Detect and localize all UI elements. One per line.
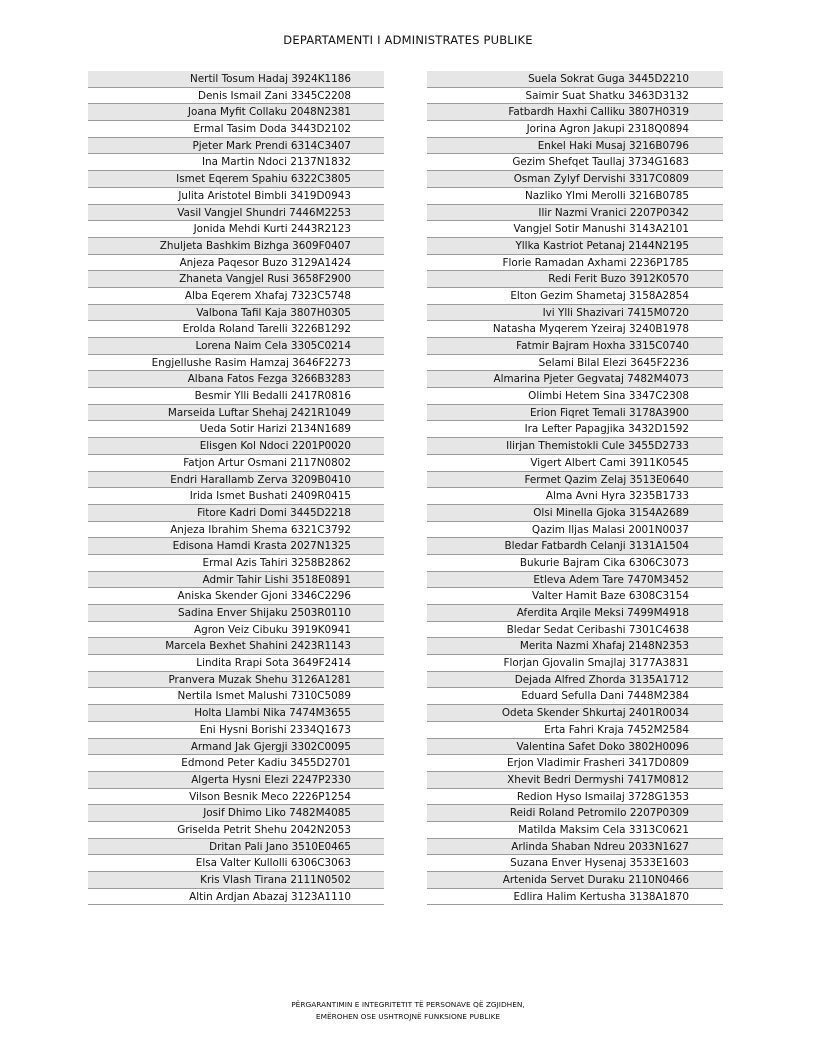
list-item: Ilir Nazmi Vranici 2207P0342	[427, 205, 723, 222]
list-item: Olimbi Hetem Sina 3347C2308	[427, 388, 723, 405]
list-item: Aniska Skender Gjoni 3346C2296	[88, 588, 384, 605]
list-item: Erolda Roland Tarelli 3226B1292	[88, 321, 384, 338]
list-item: Aferdita Arqile Meksi 7499M4918	[427, 605, 723, 622]
list-item: Eni Hysni Borishi 2334Q1673	[88, 722, 384, 739]
list-item: Florie Ramadan Axhami 2236P1785	[427, 255, 723, 272]
list-item: Florjan Gjovalin Smajlaj 3177A3831	[427, 655, 723, 672]
list-item: Jonida Mehdi Kurti 2443R2123	[88, 221, 384, 238]
footer-line-2: EMËROHEN OSE USHTROJNË FUNKSIONE PUBLIKE	[315, 1012, 501, 1021]
list-item: Bledar Fatbardh Celanji 3131A1504	[427, 538, 723, 555]
list-item: Anjeza Ibrahim Shema 6321C3792	[88, 522, 384, 539]
list-item: Nazliko Ylmi Merolli 3216B0785	[427, 188, 723, 205]
list-item: Yllka Kastriot Petanaj 2144N2195	[427, 238, 723, 255]
list-item: Qazim Iljas Malasi 2001N0037	[427, 522, 723, 539]
list-item: Natasha Myqerem Yzeiraj 3240B1978	[427, 321, 723, 338]
left-name-column	[88, 71, 384, 905]
list-item: Fatjon Artur Osmani 2117N0802	[88, 455, 384, 472]
list-item: Nertila Ismet Malushi 7310C5089	[88, 688, 384, 705]
list-item: Admir Tahir Lishi 3518E0891	[88, 572, 384, 589]
list-item: Erion Fiqret Temali 3178A3900	[427, 405, 723, 422]
list-item: Altin Ardjan Abazaj 3123A1110	[88, 889, 384, 906]
list-item: Ueda Sotir Harizi 2134N1689	[88, 421, 384, 438]
list-item: Engjellushe Rasim Hamzaj 3646F2273	[88, 355, 384, 372]
list-item: Arlinda Shaban Ndreu 2033N1627	[427, 839, 723, 856]
list-item: Bukurie Bajram Cika 6306C3073	[427, 555, 723, 572]
list-item: Algerta Hysni Elezi 2247P2330	[88, 772, 384, 789]
list-item: Merita Nazmi Xhafaj 2148N2353	[427, 638, 723, 655]
list-item: Denis Ismail Zani 3345C2208	[88, 88, 384, 105]
right-name-column	[427, 71, 723, 905]
list-item: Vigert Albert Cami 3911K0545	[427, 455, 723, 472]
list-item: Joana Myfit Collaku 2048N2381	[88, 104, 384, 121]
list-item: Endri Harallamb Zerva 3209B0410	[88, 472, 384, 489]
list-item: Josif Dhimo Liko 7482M4085	[88, 805, 384, 822]
list-item: Marseida Luftar Shehaj 2421R1049	[88, 405, 384, 422]
list-item: Saimir Suat Shatku 3463D3132	[427, 88, 723, 105]
list-item: Edmond Peter Kadiu 3455D2701	[88, 755, 384, 772]
list-item: Dejada Alfred Zhorda 3135A1712	[427, 672, 723, 689]
list-item: Etleva Adem Tare 7470M3452	[427, 572, 723, 589]
list-item: Eduard Sefulla Dani 7448M2384	[427, 688, 723, 705]
list-item: Ismet Eqerem Spahiu 6322C3805	[88, 171, 384, 188]
list-item: Ira Lefter Papagjika 3432D1592	[427, 421, 723, 438]
list-item: Kris Vlash Tirana 2111N0502	[88, 872, 384, 889]
list-item: Dritan Pali Jano 3510E0465	[88, 839, 384, 856]
footer-line-1: PËRGARANTIMIN E INTEGRITETIT TË PERSONAVE QË ZGJIDHEN,	[291, 1000, 525, 1009]
list-item: Olsi Minella Gjoka 3154A2689	[427, 505, 723, 522]
list-item: Suela Sokrat Guga 3445D2210	[427, 71, 723, 88]
list-item: Fatbardh Haxhi Calliku 3807H0319	[427, 104, 723, 121]
list-item: Almarina Pjeter Gegvataj 7482M4073	[427, 371, 723, 388]
list-item: Xhevit Bedri Dermyshi 7417M0812	[427, 772, 723, 789]
list-item: Jorina Agron Jakupi 2318Q0894	[427, 121, 723, 138]
list-item: Pjeter Mark Prendi 6314C3407	[88, 138, 384, 155]
list-item: Elton Gezim Shametaj 3158A2854	[427, 288, 723, 305]
list-item: Armand Jak Gjergji 3302C0095	[88, 739, 384, 756]
list-item: Fermet Qazim Zelaj 3513E0640	[427, 472, 723, 489]
list-item: Nertil Tosum Hadaj 3924K1186	[88, 71, 384, 88]
list-item: Erjon Vladimir Frasheri 3417D0809	[427, 755, 723, 772]
list-item: Ermal Tasim Doda 3443D2102	[88, 121, 384, 138]
list-item: Irida Ismet Bushati 2409R0415	[88, 488, 384, 505]
list-item: Fatmir Bajram Hoxha 3315C0740	[427, 338, 723, 355]
list-item: Elisgen Kol Ndoci 2201P0020	[88, 438, 384, 455]
list-item: Lindita Rrapi Sota 3649F2414	[88, 655, 384, 672]
list-item: Albana Fatos Fezga 3266B3283	[88, 371, 384, 388]
list-item: Edisona Hamdi Krasta 2027N1325	[88, 538, 384, 555]
list-item: Erta Fahri Kraja 7452M2584	[427, 722, 723, 739]
list-item: Pranvera Muzak Shehu 3126A1281	[88, 672, 384, 689]
list-item: Valter Hamit Baze 6308C3154	[427, 588, 723, 605]
list-item: Lorena Naim Cela 3305C0214	[88, 338, 384, 355]
page-title: DEPARTAMENTI I ADMINISTRATES PUBLIKE	[283, 33, 533, 47]
list-item: Alma Avni Hyra 3235B1733	[427, 488, 723, 505]
list-item: Anjeza Paqesor Buzo 3129A1424	[88, 255, 384, 272]
list-item: Besmir Ylli Bedalli 2417R0816	[88, 388, 384, 405]
list-item: Vilson Besnik Meco 2226P1254	[88, 789, 384, 806]
list-item: Suzana Enver Hysenaj 3533E1603	[427, 855, 723, 872]
list-item: Redion Hyso Ismailaj 3728G1353	[427, 789, 723, 806]
list-item: Odeta Skender Shkurtaj 2401R0034	[427, 705, 723, 722]
list-item: Matilda Maksim Cela 3313C0621	[427, 822, 723, 839]
list-item: Redi Ferit Buzo 3912K0570	[427, 271, 723, 288]
list-item: Sadina Enver Shijaku 2503R0110	[88, 605, 384, 622]
list-item: Selami Bilal Elezi 3645F2236	[427, 355, 723, 372]
list-item: Holta Llambi Nika 7474M3655	[88, 705, 384, 722]
list-item: Vangjel Sotir Manushi 3143A2101	[427, 221, 723, 238]
list-item: Vasil Vangjel Shundri 7446M2253	[88, 205, 384, 222]
list-item: Marcela Bexhet Shahini 2423R1143	[88, 638, 384, 655]
list-item: Enkel Haki Musaj 3216B0796	[427, 138, 723, 155]
list-item: Elsa Valter Kullolli 6306C3063	[88, 855, 384, 872]
list-item: Ina Martin Ndoci 2137N1832	[88, 154, 384, 171]
list-item: Ermal Azis Tahiri 3258B2862	[88, 555, 384, 572]
list-item: Artenida Servet Duraku 2110N0466	[427, 872, 723, 889]
list-item: Gezim Shefqet Taullaj 3734G1683	[427, 154, 723, 171]
list-item: Valbona Tafil Kaja 3807H0305	[88, 305, 384, 322]
list-item: Agron Veiz Cibuku 3919K0941	[88, 622, 384, 639]
list-item: Griselda Petrit Shehu 2042N2053	[88, 822, 384, 839]
list-item: Reidi Roland Petromilo 2207P0309	[427, 805, 723, 822]
list-item: Zhaneta Vangjel Rusi 3658F2900	[88, 271, 384, 288]
list-item: Edlira Halim Kertusha 3138A1870	[427, 889, 723, 906]
list-item: Fitore Kadri Domi 3445D2218	[88, 505, 384, 522]
list-item: Bledar Sedat Ceribashi 7301C4638	[427, 622, 723, 639]
page-footer	[0, 999, 816, 1023]
list-item: Ilirjan Themistokli Cule 3455D2733	[427, 438, 723, 455]
list-item: Julita Aristotel Bimbli 3419D0943	[88, 188, 384, 205]
list-item: Valentina Safet Doko 3802H0096	[427, 739, 723, 756]
list-item: Alba Eqerem Xhafaj 7323C5748	[88, 288, 384, 305]
list-item: Osman Zylyf Dervishi 3317C0809	[427, 171, 723, 188]
list-item: Zhuljeta Bashkim Bizhga 3609F0407	[88, 238, 384, 255]
list-item: Ivi Ylli Shazivari 7415M0720	[427, 305, 723, 322]
